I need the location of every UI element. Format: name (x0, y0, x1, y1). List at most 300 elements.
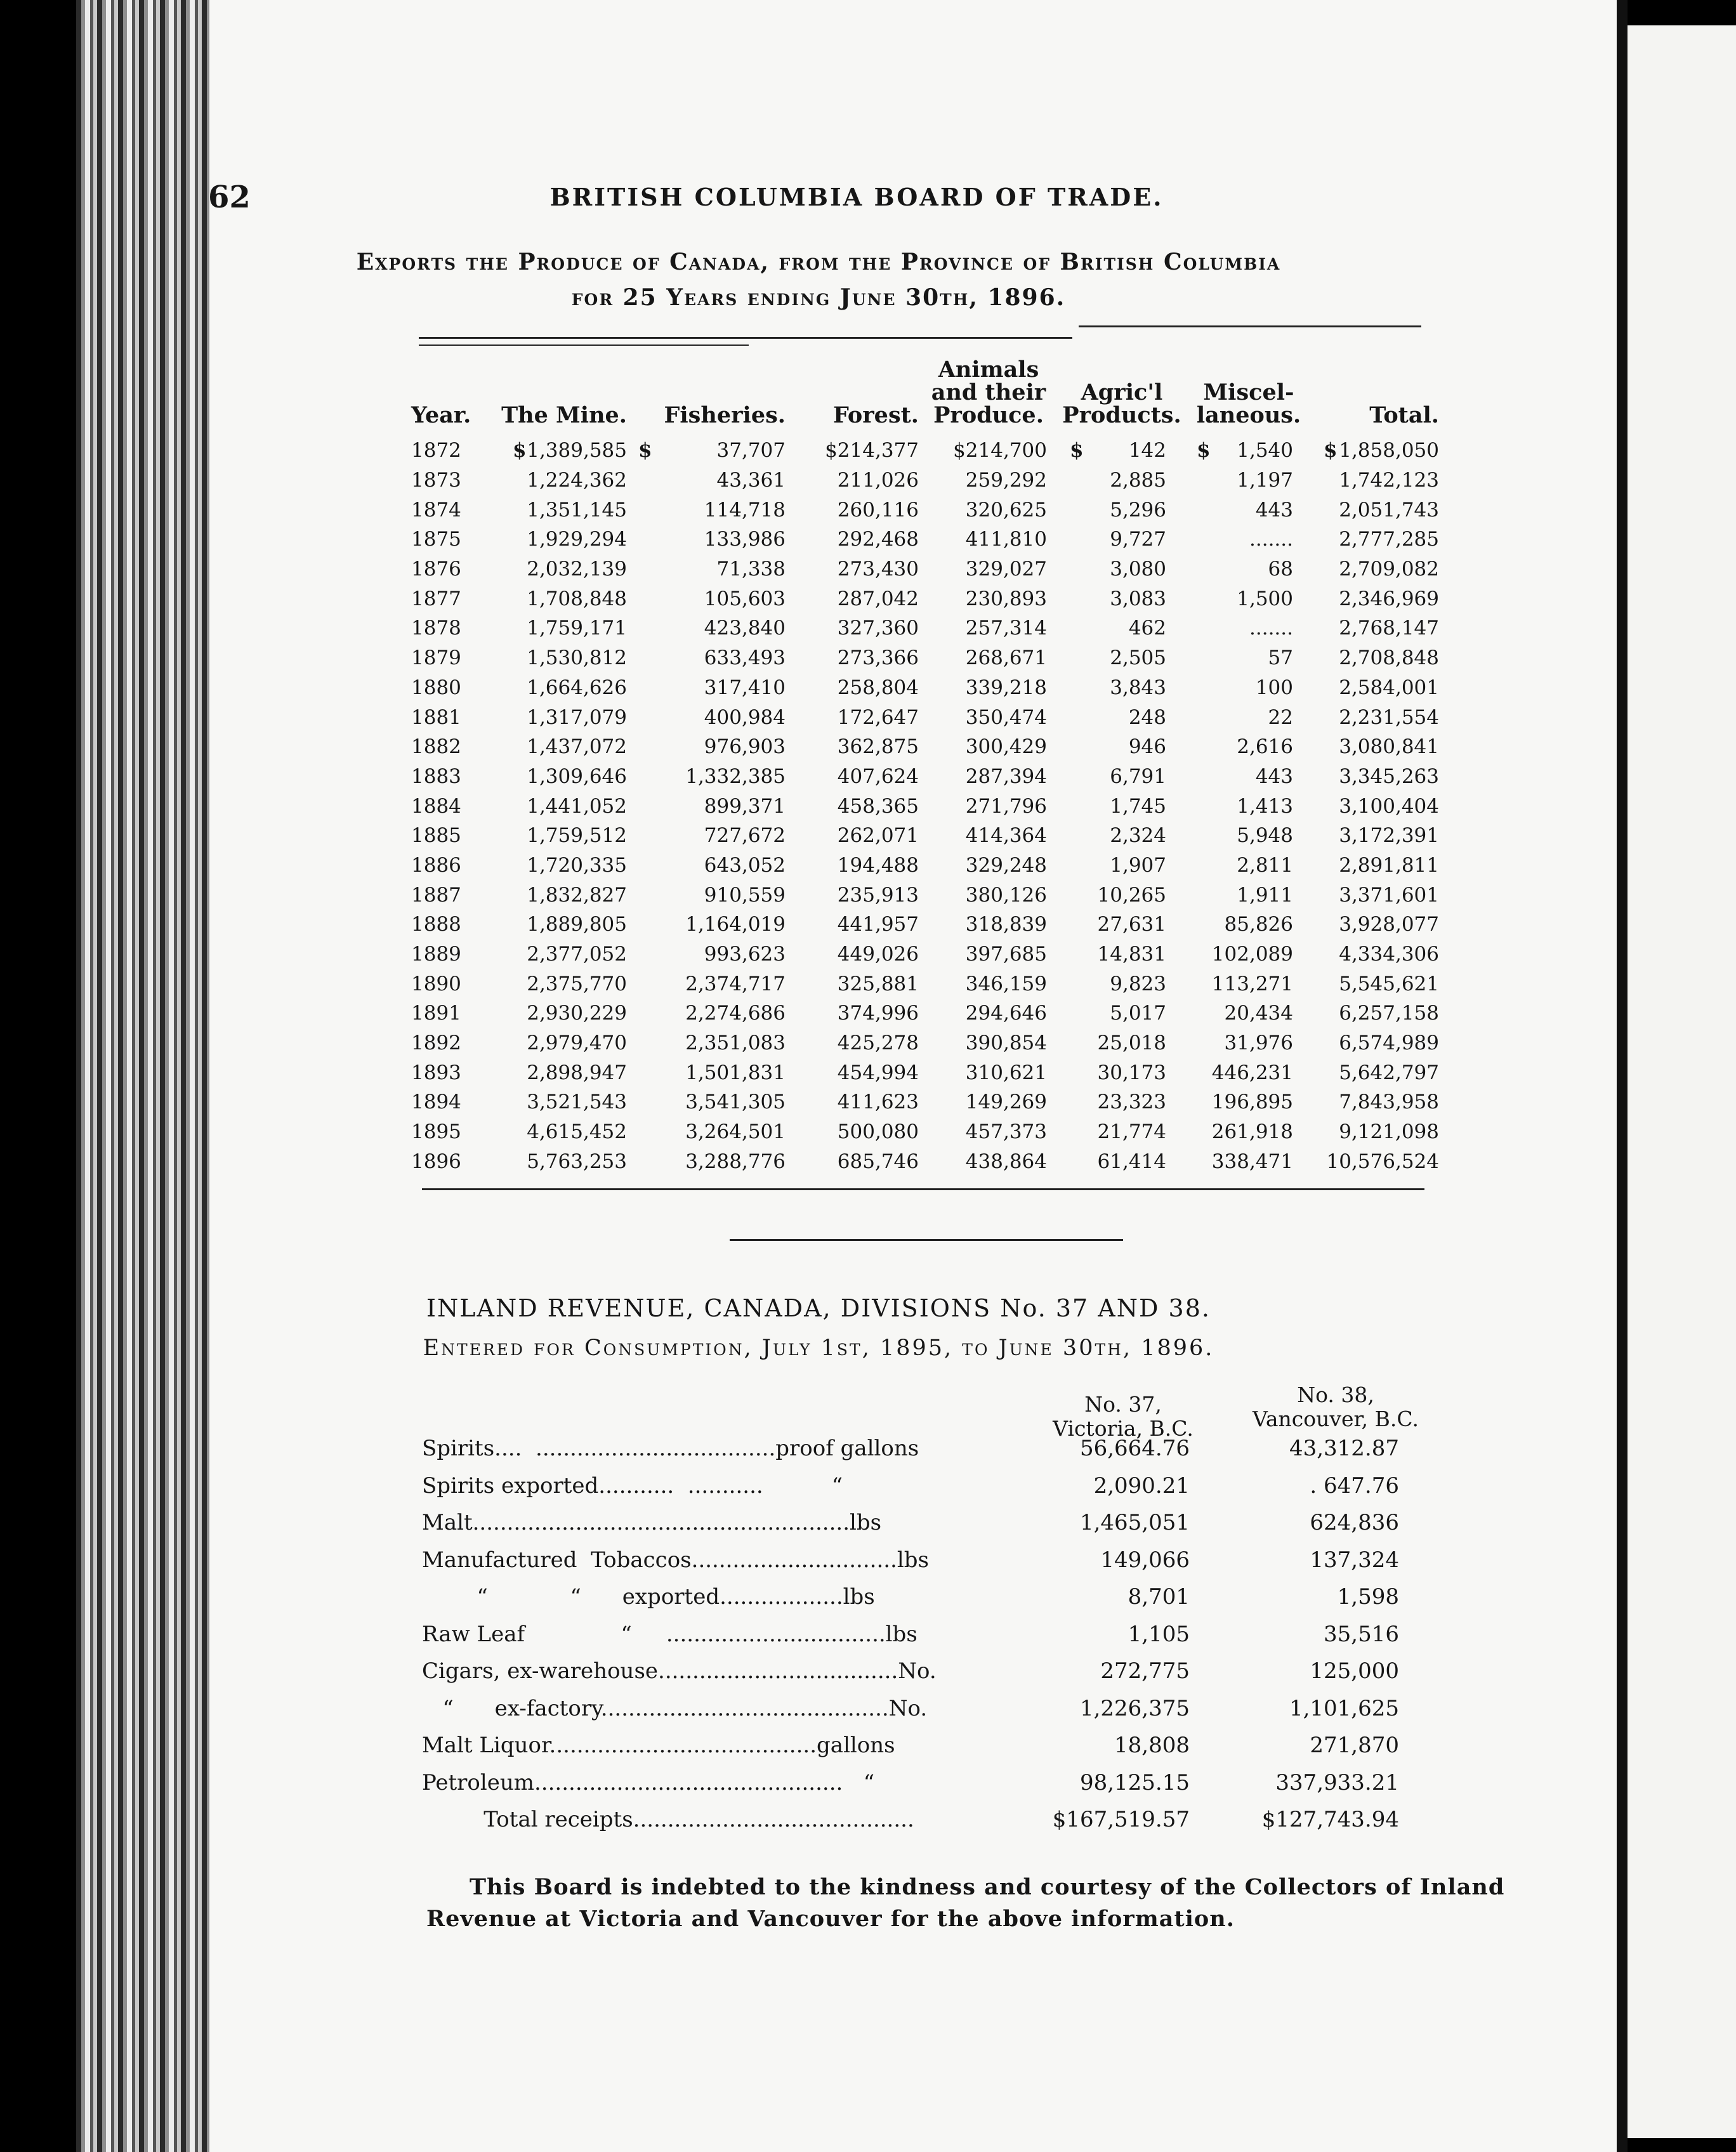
table-cell (1185, 643, 1312, 673)
cell-value: 1896 (411, 1150, 461, 1173)
table-cell (786, 732, 919, 762)
table-cell (919, 732, 1058, 762)
table-cell (1058, 643, 1185, 673)
note-line2: Revenue at Victoria and Vancouver for the above information. (426, 1906, 1235, 1932)
cell-value: 1,907 (1110, 853, 1166, 877)
table-cell (1058, 554, 1185, 584)
cell-value: 2,377,052 (527, 943, 627, 966)
exports-header-cell: Agric'l Products. (1062, 379, 1181, 428)
table-bottom-rule (422, 1188, 1424, 1190)
cell-value: 327,360 (837, 617, 919, 640)
table-cell (1312, 702, 1439, 732)
table-cell (919, 554, 1058, 584)
cell-value: 380,126 (965, 883, 1047, 907)
revenue-v2: 1,598 (1337, 1584, 1399, 1610)
table-row (411, 525, 1439, 554)
table-cell (1312, 495, 1439, 525)
cell-value: 1,708,848 (527, 587, 627, 610)
dollar-sign: $ (513, 439, 527, 463)
cell-value: 71,338 (716, 558, 786, 581)
table-cell (411, 880, 487, 910)
table-cell (487, 1058, 627, 1087)
table-cell (1058, 495, 1185, 525)
cell-value: 273,366 (837, 646, 919, 670)
table-cell (487, 791, 627, 821)
table-cell (1185, 584, 1312, 613)
table-cell (1312, 554, 1439, 584)
cell-value: 1882 (411, 735, 461, 759)
cell-value: 3,100,404 (1339, 794, 1439, 818)
table-cell (1185, 554, 1312, 584)
exports-table-header (411, 358, 1439, 436)
cell-value: 5,017 (1110, 1002, 1166, 1025)
cell-value: 350,474 (965, 705, 1047, 729)
table-cell (627, 436, 786, 466)
cell-value: 4,615,452 (527, 1120, 627, 1144)
table-row (411, 999, 1439, 1028)
dollar-sign: $ (1324, 439, 1338, 463)
revenue-v2: 624,836 (1310, 1510, 1399, 1535)
cell-value: 425,278 (837, 1032, 919, 1055)
table-cell (487, 940, 627, 969)
cell-value: 1,530,812 (527, 646, 627, 670)
table-cell (1312, 466, 1439, 495)
cell-value: 1883 (411, 764, 461, 788)
cell-value: 23,323 (1097, 1091, 1166, 1114)
table-cell (1058, 1147, 1185, 1177)
cell-value: 20,434 (1224, 1002, 1293, 1025)
cell-value: 5,642,797 (1339, 1061, 1439, 1084)
table-cell (786, 673, 919, 703)
table-cell (627, 1058, 786, 1087)
revenue-v2: 125,000 (1310, 1658, 1399, 1684)
table-cell (411, 643, 487, 673)
table-cell (487, 643, 627, 673)
table-cell (1058, 702, 1185, 732)
cell-value: 2,375,770 (527, 972, 627, 995)
table-cell (919, 525, 1058, 554)
cell-value: 1890 (411, 972, 461, 995)
cell-value: 2,032,139 (527, 558, 627, 581)
dollar-sign: $ (1197, 439, 1211, 463)
cell-value: 457,373 (965, 1120, 1047, 1144)
table-cell (786, 1087, 919, 1117)
cell-value: 196,895 (1211, 1091, 1293, 1114)
table-cell (627, 702, 786, 732)
table-cell (627, 851, 786, 881)
cell-value: 9,727 (1110, 528, 1166, 551)
cell-value: 899,371 (704, 794, 786, 818)
table-row (411, 940, 1439, 969)
cell-value: 235,913 (837, 883, 919, 907)
cell-value: 1877 (411, 587, 461, 610)
cell-value: 7,843,958 (1339, 1091, 1439, 1114)
table-cell (786, 969, 919, 999)
cell-value: 248 (1128, 705, 1166, 729)
revenue-v2: $127,743.94 (1261, 1807, 1399, 1832)
column-head-vancouver (1231, 1383, 1440, 1431)
cell-value: 5,763,253 (527, 1150, 627, 1173)
table-cell (1185, 999, 1312, 1028)
table-cell (1312, 732, 1439, 762)
table-cell (919, 613, 1058, 643)
revenue-label: Spirits.... ...................................proof gallons (422, 1436, 919, 1461)
cell-value: 910,559 (704, 883, 786, 907)
revenue-label: Malt Liquor.......................................gallons (422, 1733, 895, 1758)
cell-value: 300,429 (965, 735, 1047, 759)
cell-value: 61,414 (1097, 1150, 1166, 1173)
cell-value: 400,984 (704, 705, 786, 729)
cell-value: 2,885 (1110, 469, 1166, 492)
table-cell (1185, 1147, 1312, 1177)
table-cell (1312, 791, 1439, 821)
title-rule-left (419, 337, 1072, 339)
cell-value: 441,957 (837, 913, 919, 936)
cell-value: 2,505 (1110, 646, 1166, 670)
table-cell (1312, 613, 1439, 643)
revenue-row (422, 1770, 1418, 1806)
cell-value: 2,811 (1237, 853, 1293, 877)
table-cell (487, 821, 627, 851)
table-cell (786, 851, 919, 881)
cell-value: 271,796 (965, 794, 1047, 818)
cell-value: 10,265 (1097, 883, 1166, 907)
table-cell (786, 525, 919, 554)
cell-value: 1,164,019 (685, 913, 786, 936)
scan-border (0, 0, 76, 2152)
table-cell (919, 969, 1058, 999)
revenue-v1: $167,519.57 (1052, 1807, 1190, 1832)
cell-value: 3,345,263 (1339, 764, 1439, 788)
table-cell (1185, 466, 1312, 495)
table-cell (1185, 436, 1312, 466)
cell-value: 6,257,158 (1339, 1002, 1439, 1025)
table-cell (786, 1117, 919, 1147)
cell-value: 102,089 (1211, 943, 1293, 966)
cell-value: 423,840 (704, 617, 786, 640)
cell-value: 407,624 (837, 764, 919, 788)
cell-value: ....... (1249, 528, 1293, 551)
table-cell (627, 999, 786, 1028)
table-cell (786, 791, 919, 821)
revenue-v2: 137,324 (1310, 1547, 1399, 1573)
table-cell (919, 495, 1058, 525)
cell-value: 68 (1268, 558, 1293, 581)
cell-value: 318,839 (965, 913, 1047, 936)
dollar-sign: $ (1070, 439, 1084, 463)
table-cell (919, 940, 1058, 969)
table-cell (487, 1028, 627, 1058)
note-line1: This Board is indebted to the kindness and courtesy of the Collectors of Inland (470, 1874, 1505, 1900)
table-cell (1058, 762, 1185, 792)
table-cell (1312, 969, 1439, 999)
cell-value: 414,364 (965, 824, 1047, 848)
table-cell (487, 732, 627, 762)
cell-value: 105,603 (704, 587, 786, 610)
cell-value: 4,334,306 (1339, 943, 1439, 966)
table-cell (1312, 1087, 1439, 1117)
table-cell (919, 851, 1058, 881)
cell-value: 1884 (411, 794, 461, 818)
cell-value: 30,173 (1097, 1061, 1166, 1084)
table-cell (487, 880, 627, 910)
table-cell (487, 1117, 627, 1147)
table-cell (1058, 673, 1185, 703)
cell-value: 114,718 (704, 498, 786, 522)
revenue-v1: 2,090.21 (1093, 1473, 1190, 1499)
cell-value: 1,720,335 (527, 853, 627, 877)
table-cell (919, 1117, 1058, 1147)
table-cell (1312, 940, 1439, 969)
cell-value: 443 (1255, 764, 1293, 788)
cell-value: 993,623 (704, 943, 786, 966)
cell-value: 149,269 (965, 1091, 1047, 1114)
table-cell (411, 554, 487, 584)
revenue-label: “ “ exported..................lbs (422, 1584, 875, 1610)
table-cell (411, 999, 487, 1028)
dollar-sign: $ (638, 439, 652, 463)
table-cell (786, 821, 919, 851)
cell-value: 3,288,776 (685, 1150, 786, 1173)
cell-value: 1,911 (1237, 883, 1293, 907)
revenue-row (422, 1733, 1418, 1768)
title-rule-thin (419, 344, 749, 346)
cell-value: 262,071 (837, 824, 919, 848)
cell-value: 397,685 (965, 943, 1047, 966)
col2-line1: No. 38, (1297, 1382, 1374, 1407)
table-cell (487, 1087, 627, 1117)
revenue-row (422, 1807, 1418, 1842)
table-cell (1185, 732, 1312, 762)
table-cell (786, 643, 919, 673)
cell-value: 2,898,947 (527, 1061, 627, 1084)
table-cell (1058, 1028, 1185, 1058)
table-cell (1058, 1117, 1185, 1147)
cell-value: 339,218 (965, 676, 1047, 699)
cell-value: 3,843 (1110, 676, 1166, 699)
exports-header-cell: Animals and their Produce. (931, 357, 1046, 428)
table-row (411, 732, 1439, 762)
cell-value: 1873 (411, 469, 461, 492)
table-cell (487, 554, 627, 584)
cell-value: 976,903 (704, 735, 786, 759)
cell-value: 1874 (411, 498, 461, 522)
cell-value: 3,264,501 (685, 1120, 786, 1144)
table-cell (1058, 732, 1185, 762)
cell-value: 3,083 (1110, 587, 1166, 610)
revenue-row (422, 1547, 1418, 1583)
table-cell (919, 436, 1058, 466)
table-cell (786, 999, 919, 1028)
table-cell (1185, 880, 1312, 910)
table-cell (411, 495, 487, 525)
table-cell (919, 791, 1058, 821)
table-cell (487, 584, 627, 613)
table-cell (919, 821, 1058, 851)
cell-value: 2,051,743 (1339, 498, 1439, 522)
exports-table-body (411, 436, 1439, 1176)
table-cell (919, 762, 1058, 792)
cell-value: 329,248 (965, 853, 1047, 877)
table-cell (627, 495, 786, 525)
revenue-row (422, 1510, 1418, 1545)
revenue-v2: . 647.76 (1310, 1473, 1399, 1499)
cell-value: 260,116 (837, 498, 919, 522)
table-cell (411, 584, 487, 613)
cell-value: 1,759,512 (527, 824, 627, 848)
table-cell (1058, 525, 1185, 554)
cell-value: 2,777,285 (1339, 528, 1439, 551)
exports-title-line2: for 25 Years ending June 30th, 1896. (571, 284, 1066, 311)
cell-value: 31,976 (1224, 1032, 1293, 1055)
revenue-v1: 98,125.15 (1079, 1769, 1190, 1795)
table-row (411, 702, 1439, 732)
cell-value: 1880 (411, 676, 461, 699)
table-row (411, 1058, 1439, 1087)
cell-value: 685,746 (837, 1150, 919, 1173)
cell-value: 5,545,621 (1339, 972, 1439, 995)
table-row (411, 436, 1439, 466)
cell-value: ....... (1249, 617, 1293, 640)
table-cell (411, 732, 487, 762)
cell-value: 43,361 (716, 469, 786, 492)
table-cell (1312, 999, 1439, 1028)
cell-value: 2,891,811 (1339, 853, 1439, 877)
cell-value: 172,647 (837, 705, 919, 729)
table-cell (411, 525, 487, 554)
table-cell (1185, 1087, 1312, 1117)
table-cell (1185, 1058, 1312, 1087)
cell-value: 5,296 (1110, 498, 1166, 522)
cell-value: 1892 (411, 1032, 461, 1055)
cell-value: 57 (1268, 646, 1293, 670)
cell-value: 3,080,841 (1339, 735, 1439, 759)
table-cell (1185, 525, 1312, 554)
table-cell (1058, 613, 1185, 643)
cell-value: 37,707 (716, 439, 786, 463)
revenue-row (422, 1436, 1418, 1471)
revenue-label: Manufactured Tobaccos..............................lbs (422, 1547, 929, 1573)
table-cell (411, 969, 487, 999)
table-cell (1185, 1028, 1312, 1058)
revenue-label: Malt.......................................................lbs (422, 1510, 882, 1535)
revenue-label: Spirits exported........... ........... “ (422, 1473, 843, 1499)
exports-header-cell: Miscel- laneous. (1196, 379, 1301, 428)
cell-value: 3,371,601 (1339, 883, 1439, 907)
table-cell (786, 880, 919, 910)
table-cell (919, 880, 1058, 910)
table-cell (1058, 584, 1185, 613)
cell-value: 1,664,626 (527, 676, 627, 699)
column-head-victoria (1028, 1393, 1218, 1441)
revenue-v2: 43,312.87 (1289, 1436, 1399, 1461)
cell-value: 85,826 (1224, 913, 1293, 936)
table-row (411, 1147, 1439, 1177)
table-cell (627, 791, 786, 821)
cell-value: 1,197 (1237, 469, 1293, 492)
table-cell (1058, 969, 1185, 999)
table-row (411, 791, 1439, 821)
table-cell (487, 613, 627, 643)
table-cell (487, 851, 627, 881)
cell-value: 443 (1255, 498, 1293, 522)
table-cell (487, 762, 627, 792)
cell-value: 3,521,543 (527, 1091, 627, 1114)
revenue-row (422, 1473, 1418, 1509)
cell-value: 2,709,082 (1339, 558, 1439, 581)
table-cell (1312, 910, 1439, 940)
cell-value: 1,501,831 (685, 1061, 786, 1084)
revenue-v1: 56,664.76 (1079, 1436, 1190, 1461)
cell-value: 142 (1128, 439, 1166, 463)
table-cell (411, 1058, 487, 1087)
cell-value: 258,804 (837, 676, 919, 699)
cell-value: 1872 (411, 439, 461, 463)
cell-value: 1,437,072 (527, 735, 627, 759)
cell-value: 2,979,470 (527, 1032, 627, 1055)
table-cell (627, 466, 786, 495)
table-row (411, 613, 1439, 643)
cell-value: 3,541,305 (685, 1091, 786, 1114)
table-cell (1185, 762, 1312, 792)
cell-value: 1,309,646 (527, 764, 627, 788)
table-cell (627, 910, 786, 940)
revenue-v1: 18,808 (1114, 1733, 1190, 1758)
table-cell (1058, 821, 1185, 851)
table-row (411, 466, 1439, 495)
exports-header-cell: Total. (1369, 402, 1439, 428)
cell-value: 1885 (411, 824, 461, 848)
table-cell (1185, 910, 1312, 940)
cell-value: 21,774 (1097, 1120, 1166, 1144)
table-cell (411, 851, 487, 881)
cell-value: 3,172,391 (1339, 824, 1439, 848)
cell-value: 946 (1128, 735, 1166, 759)
cell-value: 1886 (411, 853, 461, 877)
table-cell (786, 436, 919, 466)
cell-value: 25,018 (1097, 1032, 1166, 1055)
cell-value: 438,864 (965, 1150, 1047, 1173)
table-row (411, 584, 1439, 613)
cell-value: 325,881 (837, 972, 919, 995)
table-cell (1058, 466, 1185, 495)
table-cell (487, 969, 627, 999)
cell-value: 1,389,585 (527, 439, 627, 463)
cell-value: 446,231 (1211, 1061, 1293, 1084)
cell-value: 9,121,098 (1339, 1120, 1439, 1144)
col1-line1: No. 37, (1084, 1392, 1162, 1417)
table-cell (1312, 643, 1439, 673)
running-head: BRITISH COLUMBIA BOARD OF TRADE. (549, 183, 1164, 211)
table-cell (411, 613, 487, 643)
cell-value: 261,918 (1211, 1120, 1293, 1144)
cell-value: 6,574,989 (1339, 1032, 1439, 1055)
revenue-label: Petroleum............................................. “ (422, 1769, 875, 1795)
cell-value: 643,052 (704, 853, 786, 877)
cell-value: 338,471 (1211, 1150, 1293, 1173)
title-rule-right (1079, 325, 1421, 327)
table-cell (411, 791, 487, 821)
table-cell (1312, 584, 1439, 613)
cell-value: 500,080 (837, 1120, 919, 1144)
table-cell (786, 1028, 919, 1058)
cell-value: 411,623 (837, 1091, 919, 1114)
table-cell (1185, 495, 1312, 525)
table-cell (627, 880, 786, 910)
cell-value: 727,672 (704, 824, 786, 848)
table-cell (1058, 436, 1185, 466)
table-cell (919, 1147, 1058, 1177)
